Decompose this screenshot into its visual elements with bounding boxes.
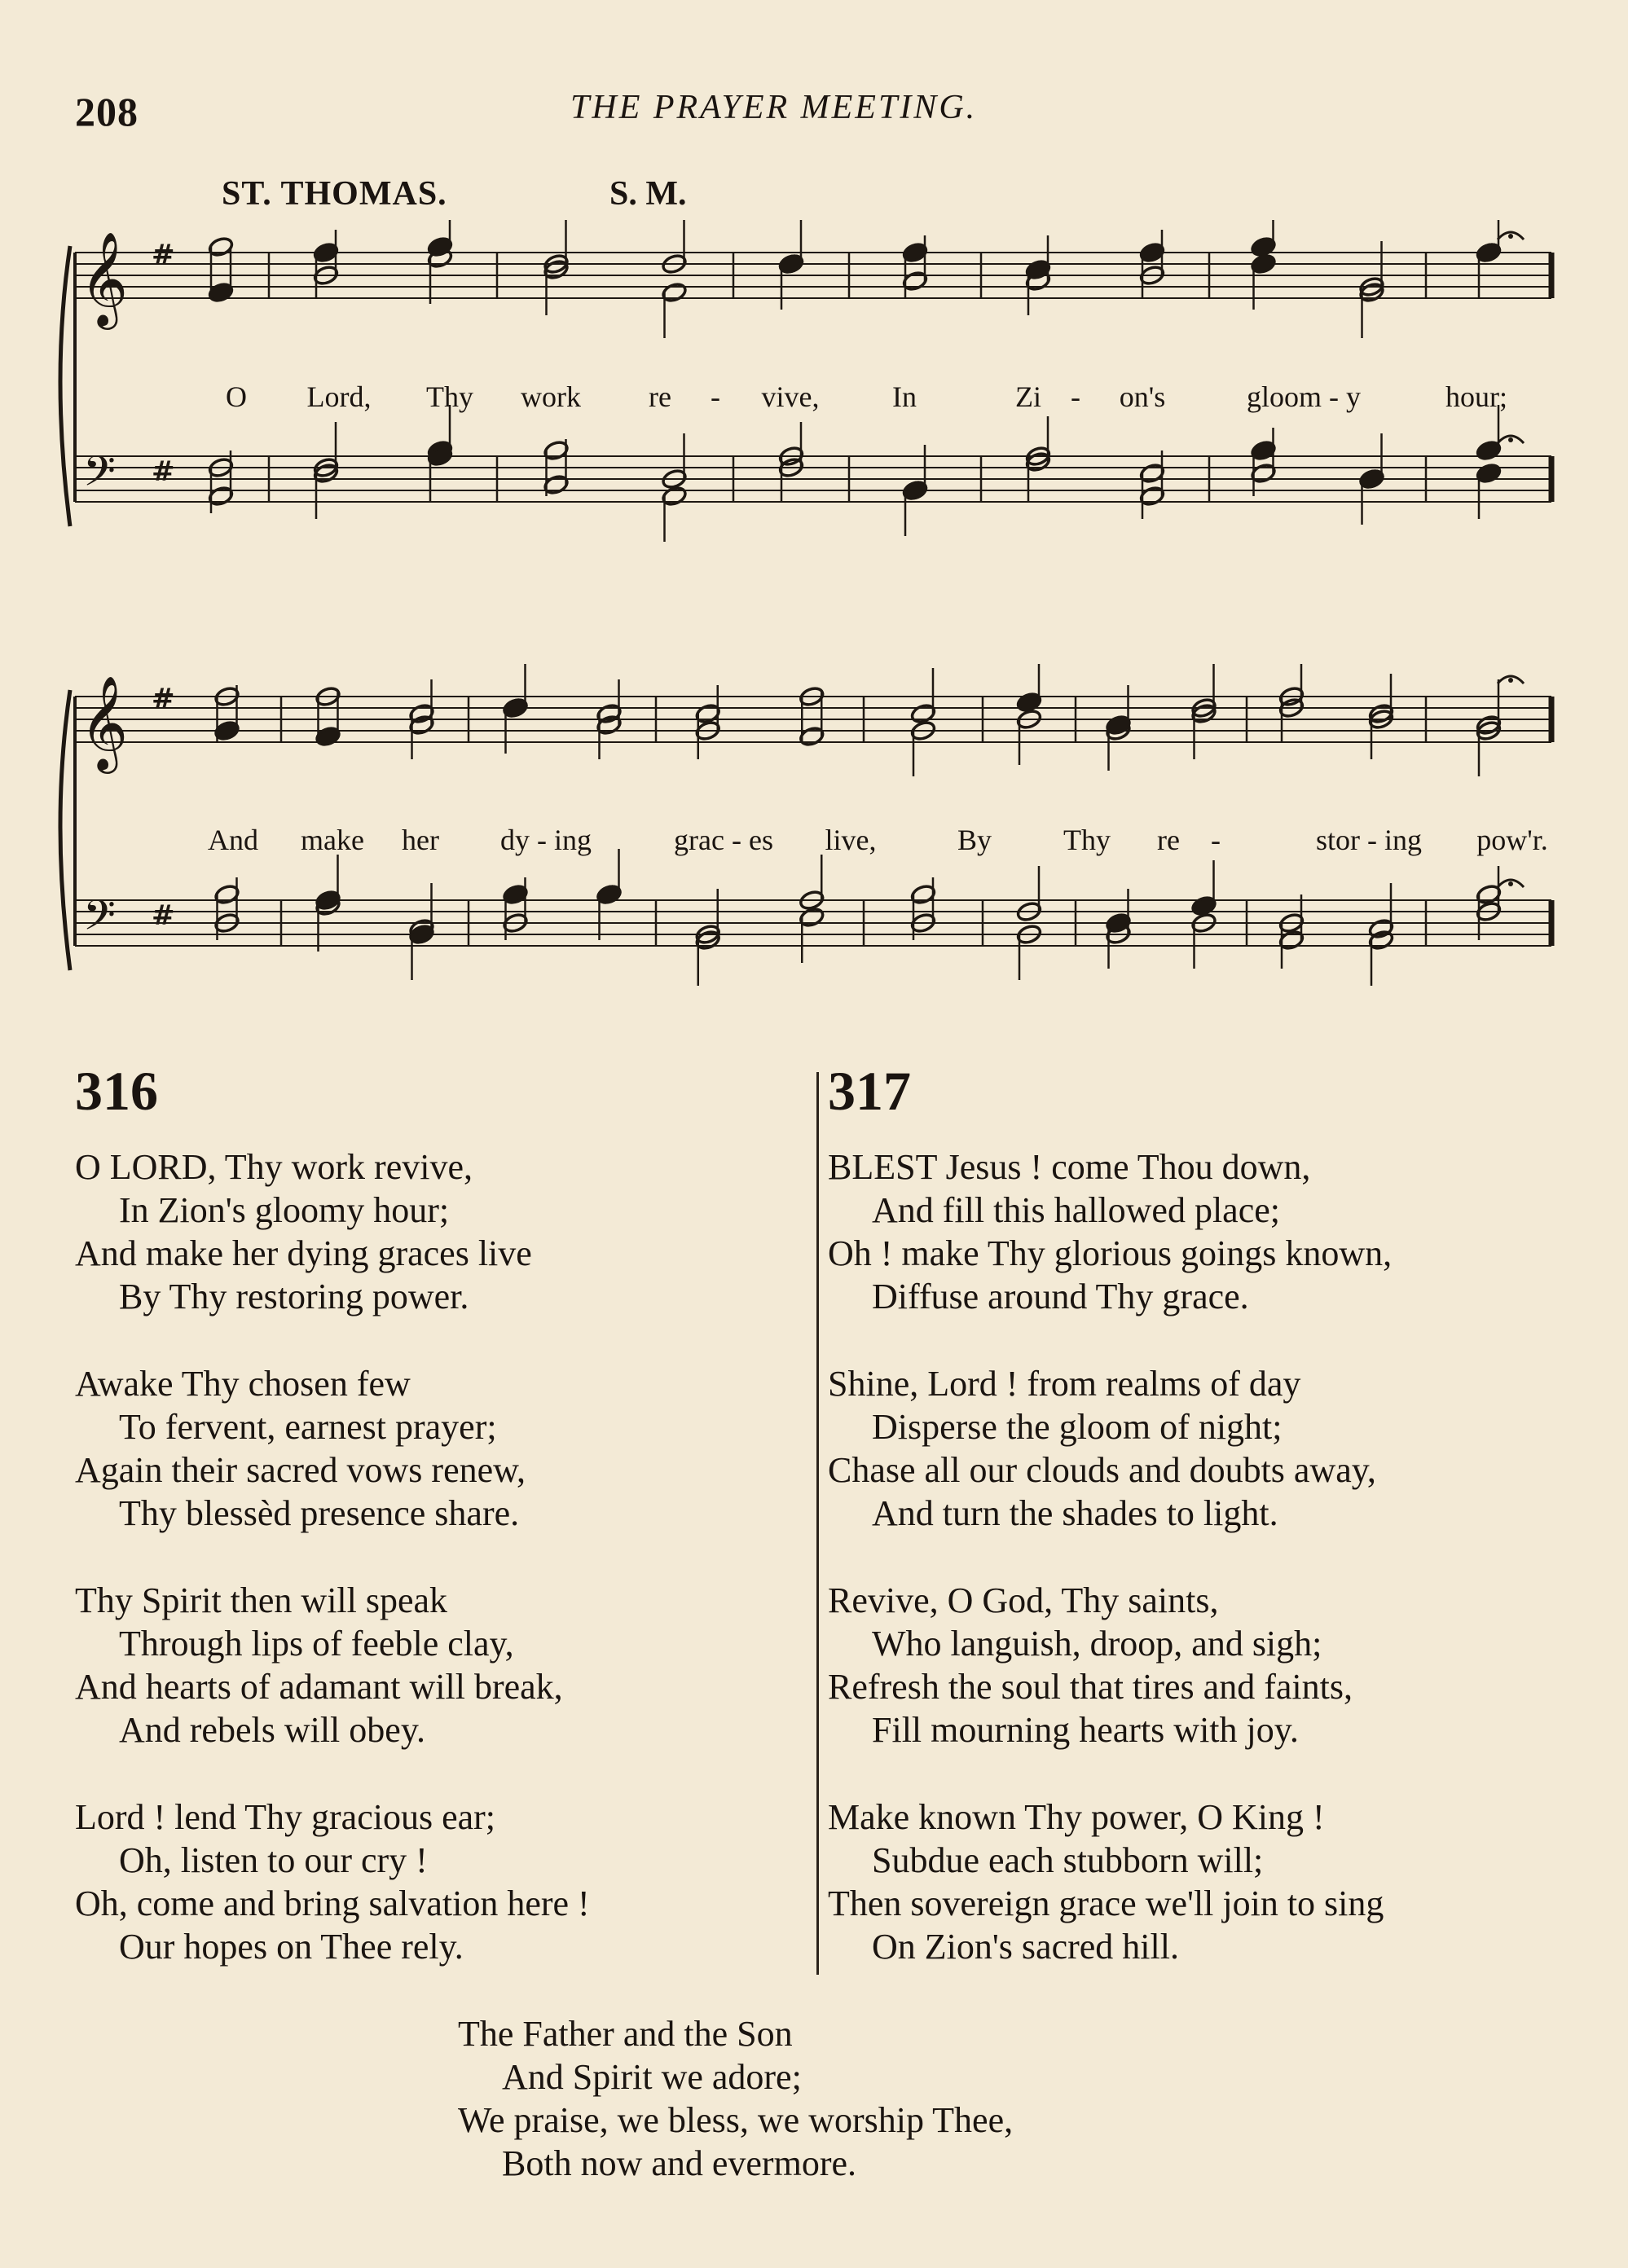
- stanza-line: Through lips of feeble clay,: [119, 1624, 514, 1664]
- doxology-line: The Father and the Son: [458, 2014, 793, 2054]
- stanza: [828, 1579, 1353, 1752]
- stanza: [75, 1796, 590, 1968]
- lyric-syllable: Thy: [1063, 824, 1111, 856]
- music-system-1: [0, 220, 1628, 611]
- system-brace: [60, 690, 70, 970]
- lyric-syllable: Lord,: [306, 380, 372, 413]
- running-head: THE PRAYER MEETING.: [570, 89, 978, 126]
- stanza-line: To fervent, earnest prayer;: [119, 1407, 497, 1447]
- doxology-line: Both now and evermore.: [502, 2143, 856, 2183]
- fermata-dot: [1508, 437, 1513, 442]
- stanza-line: Shine, Lord ! from realms of day: [828, 1364, 1301, 1404]
- lyric-syllable: Thy: [426, 380, 473, 413]
- fermata-dot: [1508, 678, 1513, 683]
- stanza-line: BLEST Jesus ! come Thou down,: [828, 1147, 1311, 1187]
- stanza-line: Thy blessèd presence share.: [119, 1493, 520, 1533]
- stanza-line: Revive, O God, Thy saints,: [828, 1580, 1219, 1620]
- music-system-2: [0, 664, 1628, 1055]
- system-brace: [60, 246, 70, 526]
- hymn-number-317: 317: [828, 1060, 911, 1122]
- bass-clef-icon: 𝄢: [83, 890, 116, 950]
- stanza-line: Who languish, droop, and sigh;: [872, 1624, 1322, 1664]
- stanza-line: Thy Spirit then will speak: [75, 1580, 448, 1620]
- stanza: [828, 1362, 1376, 1535]
- doxology-line: And Spirit we adore;: [502, 2057, 802, 2097]
- stanza: [75, 1362, 526, 1535]
- lyric-syllable: -: [711, 380, 720, 413]
- stanza-line: Subdue each stubborn will;: [872, 1840, 1264, 1880]
- sharp-icon: #: [152, 899, 175, 932]
- stanza-line: Then sovereign grace we'll join to sing: [828, 1883, 1384, 1923]
- lyric-syllable: gloom - y: [1247, 380, 1361, 413]
- lyric-syllable: By: [957, 824, 992, 856]
- fermata-dot: [1508, 234, 1513, 239]
- sharp-icon: #: [152, 683, 175, 715]
- stanza-line: Chase all our clouds and doubts away,: [828, 1450, 1376, 1490]
- fermata-dot: [1508, 881, 1513, 886]
- stanza-line: Awake Thy chosen few: [75, 1364, 411, 1404]
- stanza-line: On Zion's sacred hill.: [872, 1927, 1179, 1967]
- lyric-syllable: vive,: [761, 380, 820, 413]
- stanza: [828, 1145, 1392, 1318]
- stanza-line: And turn the shades to light.: [872, 1493, 1278, 1533]
- stanza-line: In Zion's gloomy hour;: [119, 1190, 450, 1230]
- lyric-syllable: on's: [1119, 380, 1166, 413]
- lyric-syllable: O: [226, 380, 247, 413]
- stanza-line: And rebels will obey.: [119, 1710, 425, 1750]
- stanza-line: Make known Thy power, O King !: [828, 1797, 1325, 1837]
- tune-meter: S. M.: [609, 175, 687, 213]
- lyric-syllable: -: [1071, 380, 1080, 413]
- stanza-line: Diffuse around Thy grace.: [872, 1277, 1249, 1316]
- lyric-syllable: live,: [825, 824, 877, 856]
- lyric-syllable: grac - es: [674, 824, 773, 856]
- stanza: [828, 1796, 1384, 1968]
- stanza-line: By Thy restoring power.: [119, 1277, 469, 1316]
- lyric-syllable: -: [1211, 824, 1221, 856]
- lyric-syllable: her: [402, 824, 439, 856]
- stanza-line: Refresh the soul that tires and faints,: [828, 1667, 1353, 1707]
- lyric-syllable: In: [892, 380, 917, 413]
- lyric-syllable: stor - ing: [1316, 824, 1422, 856]
- page-number: 208: [75, 89, 139, 134]
- lyric-syllable: re: [649, 380, 671, 413]
- treble-clef-icon: 𝄞: [80, 231, 129, 326]
- stanza-line: Our hopes on Thee rely.: [119, 1927, 464, 1967]
- stanza-line: Again their sacred vows renew,: [75, 1450, 526, 1490]
- stanza-line: Oh, come and bring salvation here !: [75, 1883, 590, 1923]
- stanza-line: Oh, listen to our cry !: [119, 1840, 428, 1880]
- lyric-syllable: hour;: [1445, 380, 1507, 413]
- stanza-line: And hearts of adamant will break,: [75, 1667, 563, 1707]
- stanza: [75, 1145, 532, 1318]
- tune-name: ST. THOMAS.: [222, 175, 447, 213]
- stanza-line: Oh ! make Thy glorious goings known,: [828, 1233, 1393, 1273]
- lyric-syllable: And: [208, 824, 258, 856]
- stanza-line: And make her dying graces live: [75, 1233, 532, 1273]
- stanza-line: Disperse the gloom of night;: [872, 1407, 1283, 1447]
- column-divider: [816, 1072, 819, 1975]
- lyric-syllable: make: [301, 824, 364, 856]
- lyric-syllable: Zi: [1015, 380, 1041, 413]
- stanza: [75, 1579, 563, 1752]
- stanza-line: Fill mourning hearts with joy.: [872, 1710, 1299, 1750]
- hymn-number-316: 316: [75, 1060, 158, 1122]
- doxology: [458, 2012, 1013, 2185]
- stanza-line: And fill this hallowed place;: [872, 1190, 1280, 1230]
- lyric-syllable: dy - ing: [500, 824, 592, 856]
- sharp-icon: #: [152, 455, 175, 488]
- sharp-icon: #: [152, 239, 175, 271]
- lyric-syllable: re: [1157, 824, 1180, 856]
- treble-clef-icon: 𝄞: [80, 675, 129, 770]
- lyric-syllable: work: [521, 380, 581, 413]
- stanza-line: O LORD, Thy work revive,: [75, 1147, 473, 1187]
- stanza-line: Lord ! lend Thy gracious ear;: [75, 1797, 496, 1837]
- lyric-syllable: pow'r.: [1476, 824, 1548, 856]
- doxology-line: We praise, we bless, we worship Thee,: [458, 2100, 1014, 2140]
- bass-clef-icon: 𝄢: [83, 446, 116, 506]
